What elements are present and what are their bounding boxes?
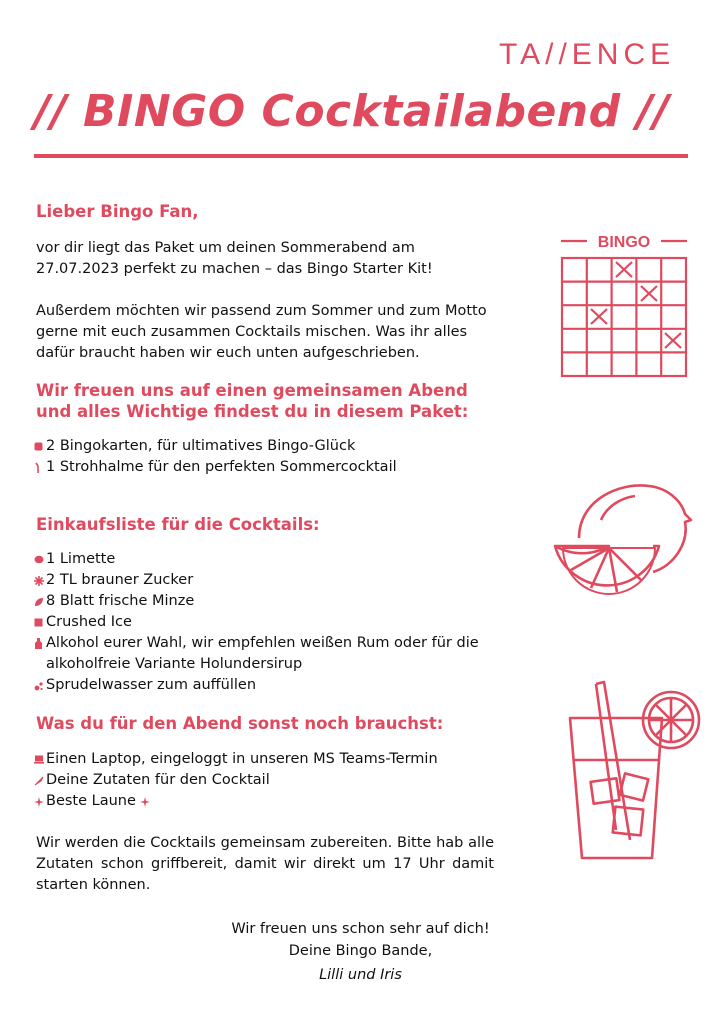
ice-icon: [34, 612, 46, 633]
list-item: Alkohol eurer Wahl, wir empfehlen weißen Rum oder für die alkoholfreie Variante Holundersirup: [34, 633, 504, 675]
needs-heading: Was du für den Abend sonst noch brauchst:: [36, 714, 444, 733]
talence-logo: [499, 36, 689, 68]
mint-leaf-icon: [34, 591, 46, 612]
sparkle-icon: [34, 791, 46, 812]
bubbles-icon: [34, 675, 46, 696]
title-divider: [34, 154, 688, 158]
cocktail-glass-icon: [566, 680, 706, 870]
intro-paragraph-1: vor dir liegt das Paket um deinen Sommerabend am 27.07.2023 perfekt zu machen – das Bingo Starter Kit!: [36, 240, 433, 277]
page-title: // BINGO Cocktailabend //: [34, 86, 670, 137]
needs-list: [34, 749, 438, 812]
greeting: Lieber Bingo Fan,: [36, 202, 199, 221]
list-item: 1 Strohhalme für den perfekten Sommercocktail: [34, 457, 397, 478]
list-item: Beste Laune: [34, 791, 438, 812]
bottle-icon: [34, 633, 46, 654]
list-item: 2 TL brauner Zucker: [34, 570, 504, 591]
list-item: 1 Limette: [34, 549, 504, 570]
closing-paragraph: Wir werden die Cocktails gemeinsam zubereiten. Bitte hab alle Zutaten schon griffbereit, damit wir direkt um 17 Uhr damit starten können.: [36, 835, 494, 893]
sparkle-icon: [140, 791, 150, 812]
bingo-card-icon: [559, 229, 689, 379]
shopping-heading: Einkaufsliste für die Cocktails:: [36, 515, 320, 534]
lime-icon: [34, 549, 46, 570]
bingo-card-icon: [34, 436, 46, 457]
knife-icon: [34, 770, 46, 791]
straw-icon: [34, 457, 46, 478]
package-list: [34, 436, 397, 478]
package-heading: Wir freuen uns auf einen gemeinsamen Abend und alles Wichtige findest du in diesem Paket:: [36, 381, 469, 421]
logo-text: TA//ENCE: [499, 38, 676, 68]
bingo-label: BINGO: [597, 234, 651, 251]
sugar-icon: [34, 570, 46, 591]
list-item: Einen Laptop, eingeloggt in unseren MS Teams-Termin: [34, 749, 438, 770]
signature-names: Lilli und Iris: [319, 967, 402, 983]
list-item: Sprudelwasser zum auffüllen: [34, 675, 504, 696]
lime-icon: [549, 480, 699, 600]
signature-line-1: Wir freuen uns schon sehr auf dich!: [231, 921, 490, 937]
list-item: 2 Bingokarten, für ultimatives Bingo-Glück: [34, 436, 397, 457]
list-item: Crushed Ice: [34, 612, 504, 633]
intro-paragraph-2: Außerdem möchten wir passend zum Sommer und zum Motto gerne mit euch zusammen Cocktails mischen. Was ihr alles dafür braucht haben wir euch unten aufgeschrieben.: [36, 303, 487, 361]
list-item: 8 Blatt frische Minze: [34, 591, 504, 612]
signature-line-2: Deine Bingo Bande,: [288, 943, 433, 959]
shopping-list: [34, 549, 504, 696]
list-item: Deine Zutaten für den Cocktail: [34, 770, 438, 791]
laptop-icon: [34, 749, 46, 770]
